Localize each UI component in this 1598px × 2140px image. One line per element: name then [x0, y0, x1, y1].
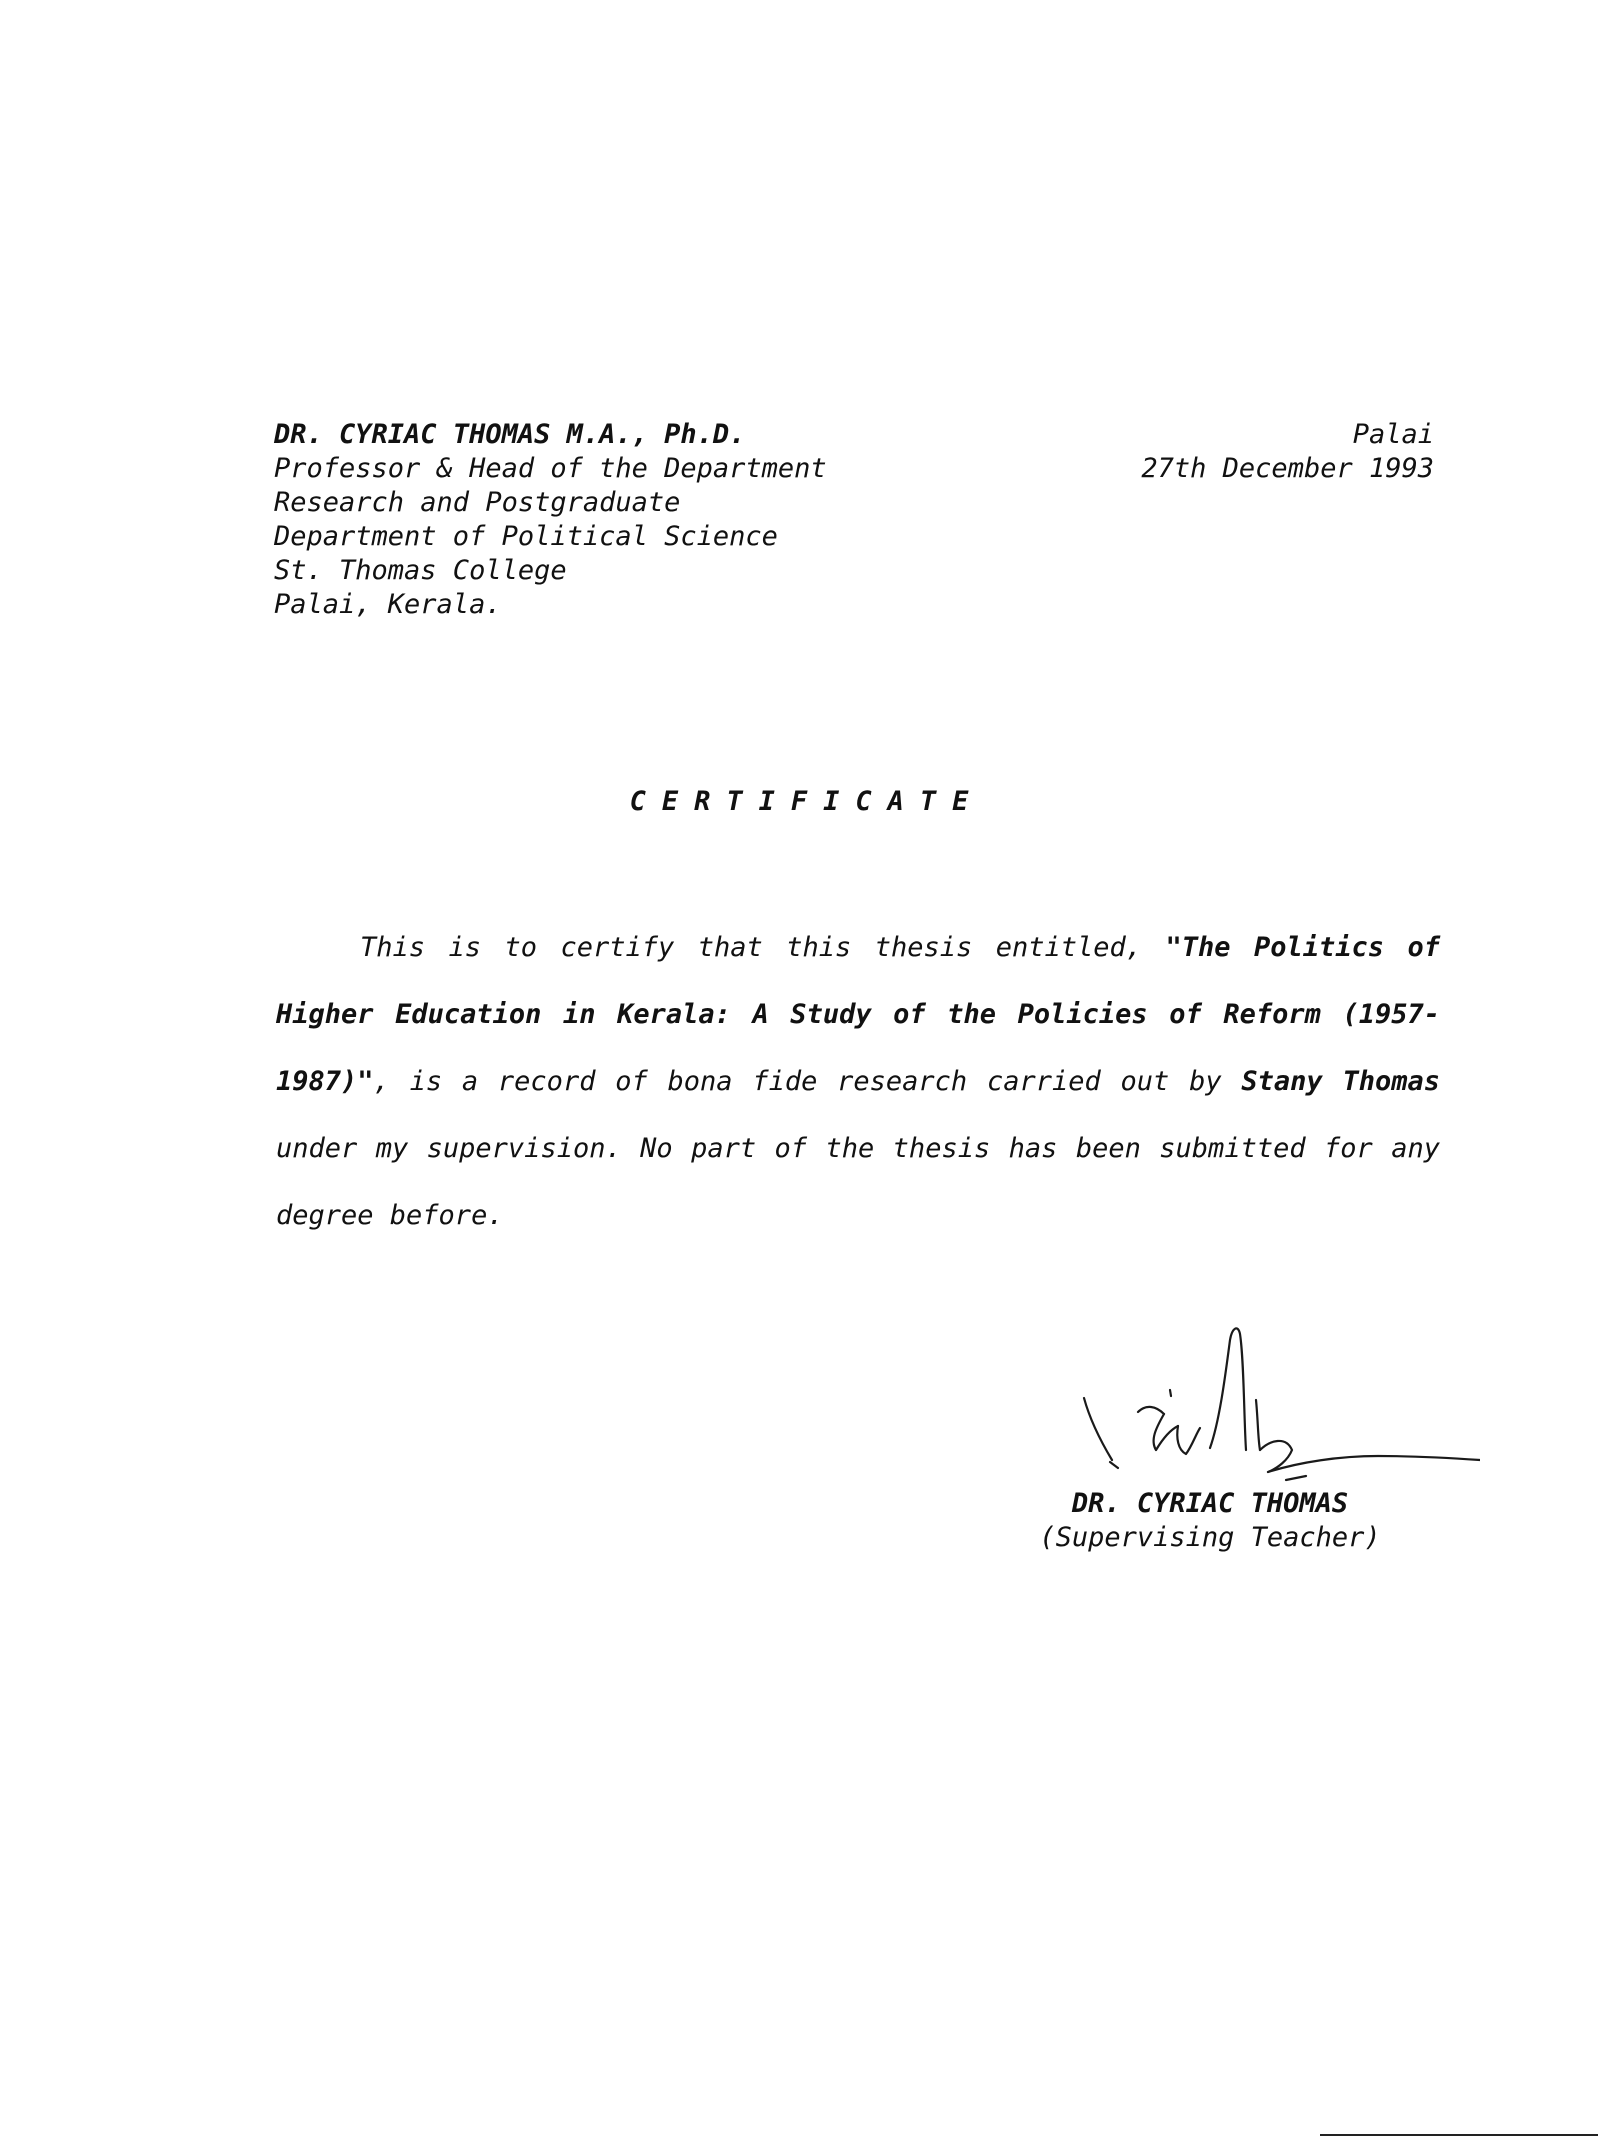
body-intro: This is to certify that this thesis entitled,	[360, 932, 1166, 963]
letterhead-line: Research and Postgraduate	[274, 487, 681, 518]
letterhead-line: Palai, Kerala.	[274, 589, 502, 620]
body-middle: , is a record of bona fide research carried out by	[373, 1066, 1242, 1097]
letterhead	[274, 418, 827, 622]
place-date	[1141, 418, 1434, 486]
signature	[1060, 1300, 1480, 1490]
certificate-body	[276, 914, 1440, 1249]
letterhead-name: DR. CYRIAC THOMAS M.A., Ph.D.	[274, 419, 746, 450]
letterhead-line: Professor & Head of the Department	[274, 453, 827, 484]
certificate-heading: CERTIFICATE	[629, 786, 985, 817]
thesis-title: "The Politics of Higher Education in Kerala: A Study of the Policies of Reform (1957-1987)"	[276, 932, 1441, 1097]
signatory-role: (Supervising Teacher)	[1039, 1522, 1381, 1553]
signatory-block	[1020, 1487, 1400, 1555]
letterhead-line: St. Thomas College	[274, 555, 567, 586]
signatory-name: DR. CYRIAC THOMAS	[1071, 1488, 1349, 1519]
student-name: Stany Thomas	[1241, 1066, 1440, 1097]
letterhead-line: Department of Political Science	[274, 521, 778, 552]
place: Palai	[1352, 419, 1434, 450]
bottom-rule	[1320, 2134, 1598, 2136]
date: 27th December 1993	[1141, 453, 1434, 484]
body-closing: under my supervision. No part of the thesis has been submitted for any degree before.	[276, 1133, 1440, 1231]
